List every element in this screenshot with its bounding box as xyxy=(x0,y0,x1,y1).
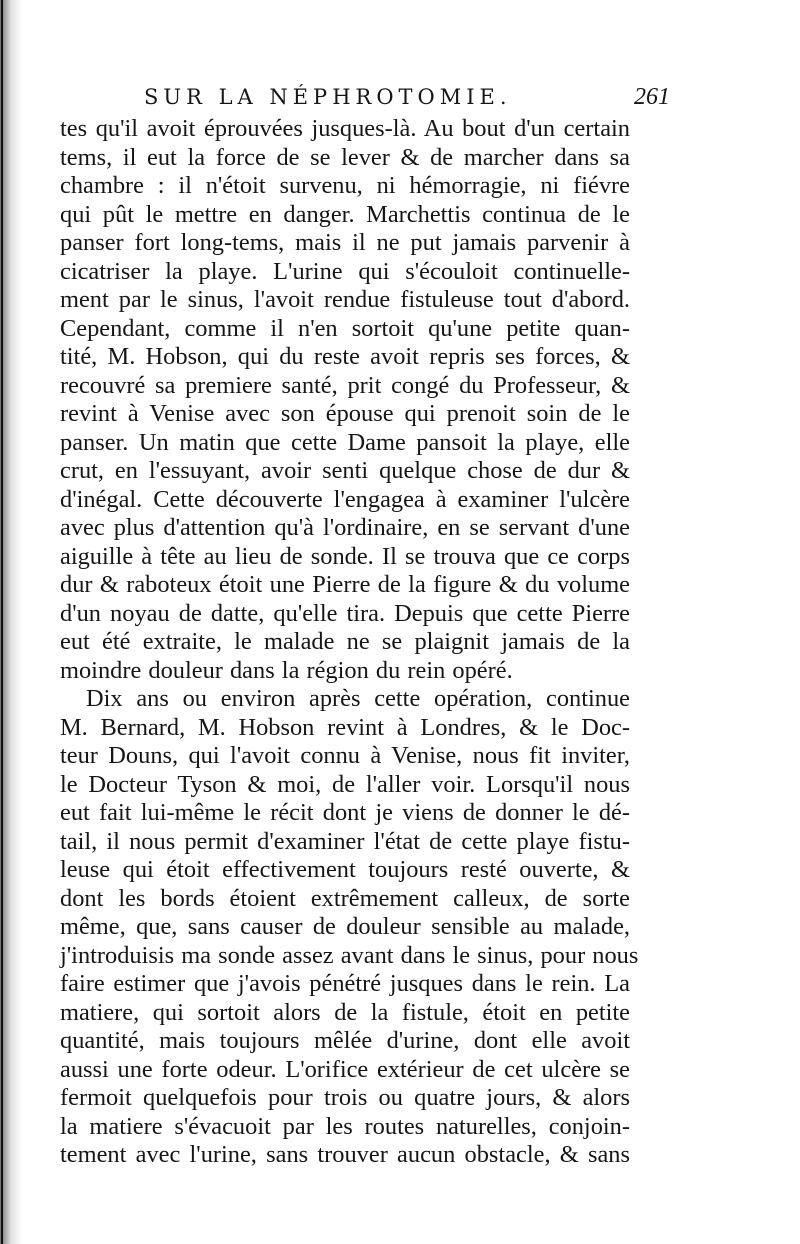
text-line: eut été extraite, le malade ne se plaignit jamais de la xyxy=(60,628,630,655)
text-line: matiere, qui sortoit alors de la fistule, étoit en petite xyxy=(60,998,630,1026)
text-line: d'inégal. Cette découverte l'engagea à examiner l'ulcère xyxy=(60,485,630,513)
book-page xyxy=(60,0,670,1244)
text-line: ment par le sinus, l'avoit rendue fistuleuse tout d'abord. xyxy=(60,286,630,313)
text-line: dont les bords étoient extrêmement calleux, de sorte xyxy=(60,884,630,912)
body-text xyxy=(60,115,639,1170)
text-line: crut, en l'essuyant, avoir senti quelque chose de dur & xyxy=(60,457,630,484)
text-line: chambre : il n'étoit survenu, ni hémorragie, ni fiévre xyxy=(60,172,630,199)
text-line: aussi une forte odeur. L'orifice extérieur de cet ulcère se xyxy=(60,1055,630,1083)
text-line: panser. Un matin que cette Dame pansoit la playe, elle xyxy=(60,428,630,456)
text-line: le Docteur Tyson & moi, de l'aller voir. Lorsqu'il nous xyxy=(60,770,630,798)
text-line: d'un noyau de datte, qu'elle tira. Depuis que cette Pierre xyxy=(60,599,630,627)
text-line: teur Douns, qui l'avoit connu à Venise, nous fit inviter, xyxy=(60,742,630,769)
text-line: tes qu'il avoit éprouvées jusques-là. Au bout d'un certain xyxy=(60,115,630,142)
text-line: eut fait lui-même le récit dont je viens de donner le dé- xyxy=(60,799,630,826)
text-line: leuse qui étoit effectivement toujours resté ouverte, & xyxy=(60,856,630,883)
paragraph-end-line: moindre douleur dans la région du rein opéré. xyxy=(60,656,513,684)
paragraph-start-line: Dix ans ou environ après cette opération, continue xyxy=(86,685,630,712)
text-line: cicatriser la playe. L'urine qui s'écouloit continuelle- xyxy=(60,257,630,285)
text-line: tems, il eut la force de se lever & de marcher dans sa xyxy=(60,143,630,171)
text-line: même, que, sans causer de douleur sensible au malade, xyxy=(60,913,630,940)
text-line: M. Bernard, M. Hobson revint à Londres, & le Doc- xyxy=(60,713,630,741)
text-line: tité, M. Hobson, qui du reste avoit repris ses forces, & xyxy=(60,343,630,370)
text-line: faire estimer que j'avois pénétré jusques dans le rein. La xyxy=(60,970,630,997)
text-line: dur & raboteux étoit une Pierre de la figure & du volume xyxy=(60,571,630,598)
text-line: quantité, mais toujours mêlée d'urine, dont elle avoit xyxy=(60,1027,630,1054)
text-line: revint à Venise avec son épouse qui prenoit soin de le xyxy=(60,400,630,427)
text-line: qui pût le mettre en danger. Marchettis continua de le xyxy=(60,200,630,228)
text-line: tement avec l'urine, sans trouver aucun obstacle, & sans xyxy=(60,1141,630,1168)
text-line: avec plus d'attention qu'à l'ordinaire, en se servant d'une xyxy=(60,514,630,541)
text-line: la matiere s'évacuoit par les routes naturelles, conjoin- xyxy=(60,1112,630,1140)
text-line: tail, il nous permit d'examiner l'état de cette playe fistu- xyxy=(60,827,630,855)
page-header xyxy=(140,82,670,114)
text-line: fermoit quelquefois pour trois ou quatre jours, & alors xyxy=(60,1084,630,1111)
text-line: j'introduisis ma sonde assez avant dans le sinus, pour nous xyxy=(60,941,639,969)
text-line: panser fort long-tems, mais il ne put jamais parvenir à xyxy=(60,229,630,256)
text-line: Cependant, comme il n'en sortoit qu'une petite quan- xyxy=(60,314,630,342)
text-line: recouvré sa premiere santé, prit congé du Professeur, & xyxy=(60,371,630,399)
page-number: 261 xyxy=(634,84,670,110)
text-line: aiguille à tête au lieu de sonde. Il se trouva que ce corps xyxy=(60,542,630,570)
running-title: SUR LA NÉPHROTOMIE. xyxy=(144,85,512,109)
